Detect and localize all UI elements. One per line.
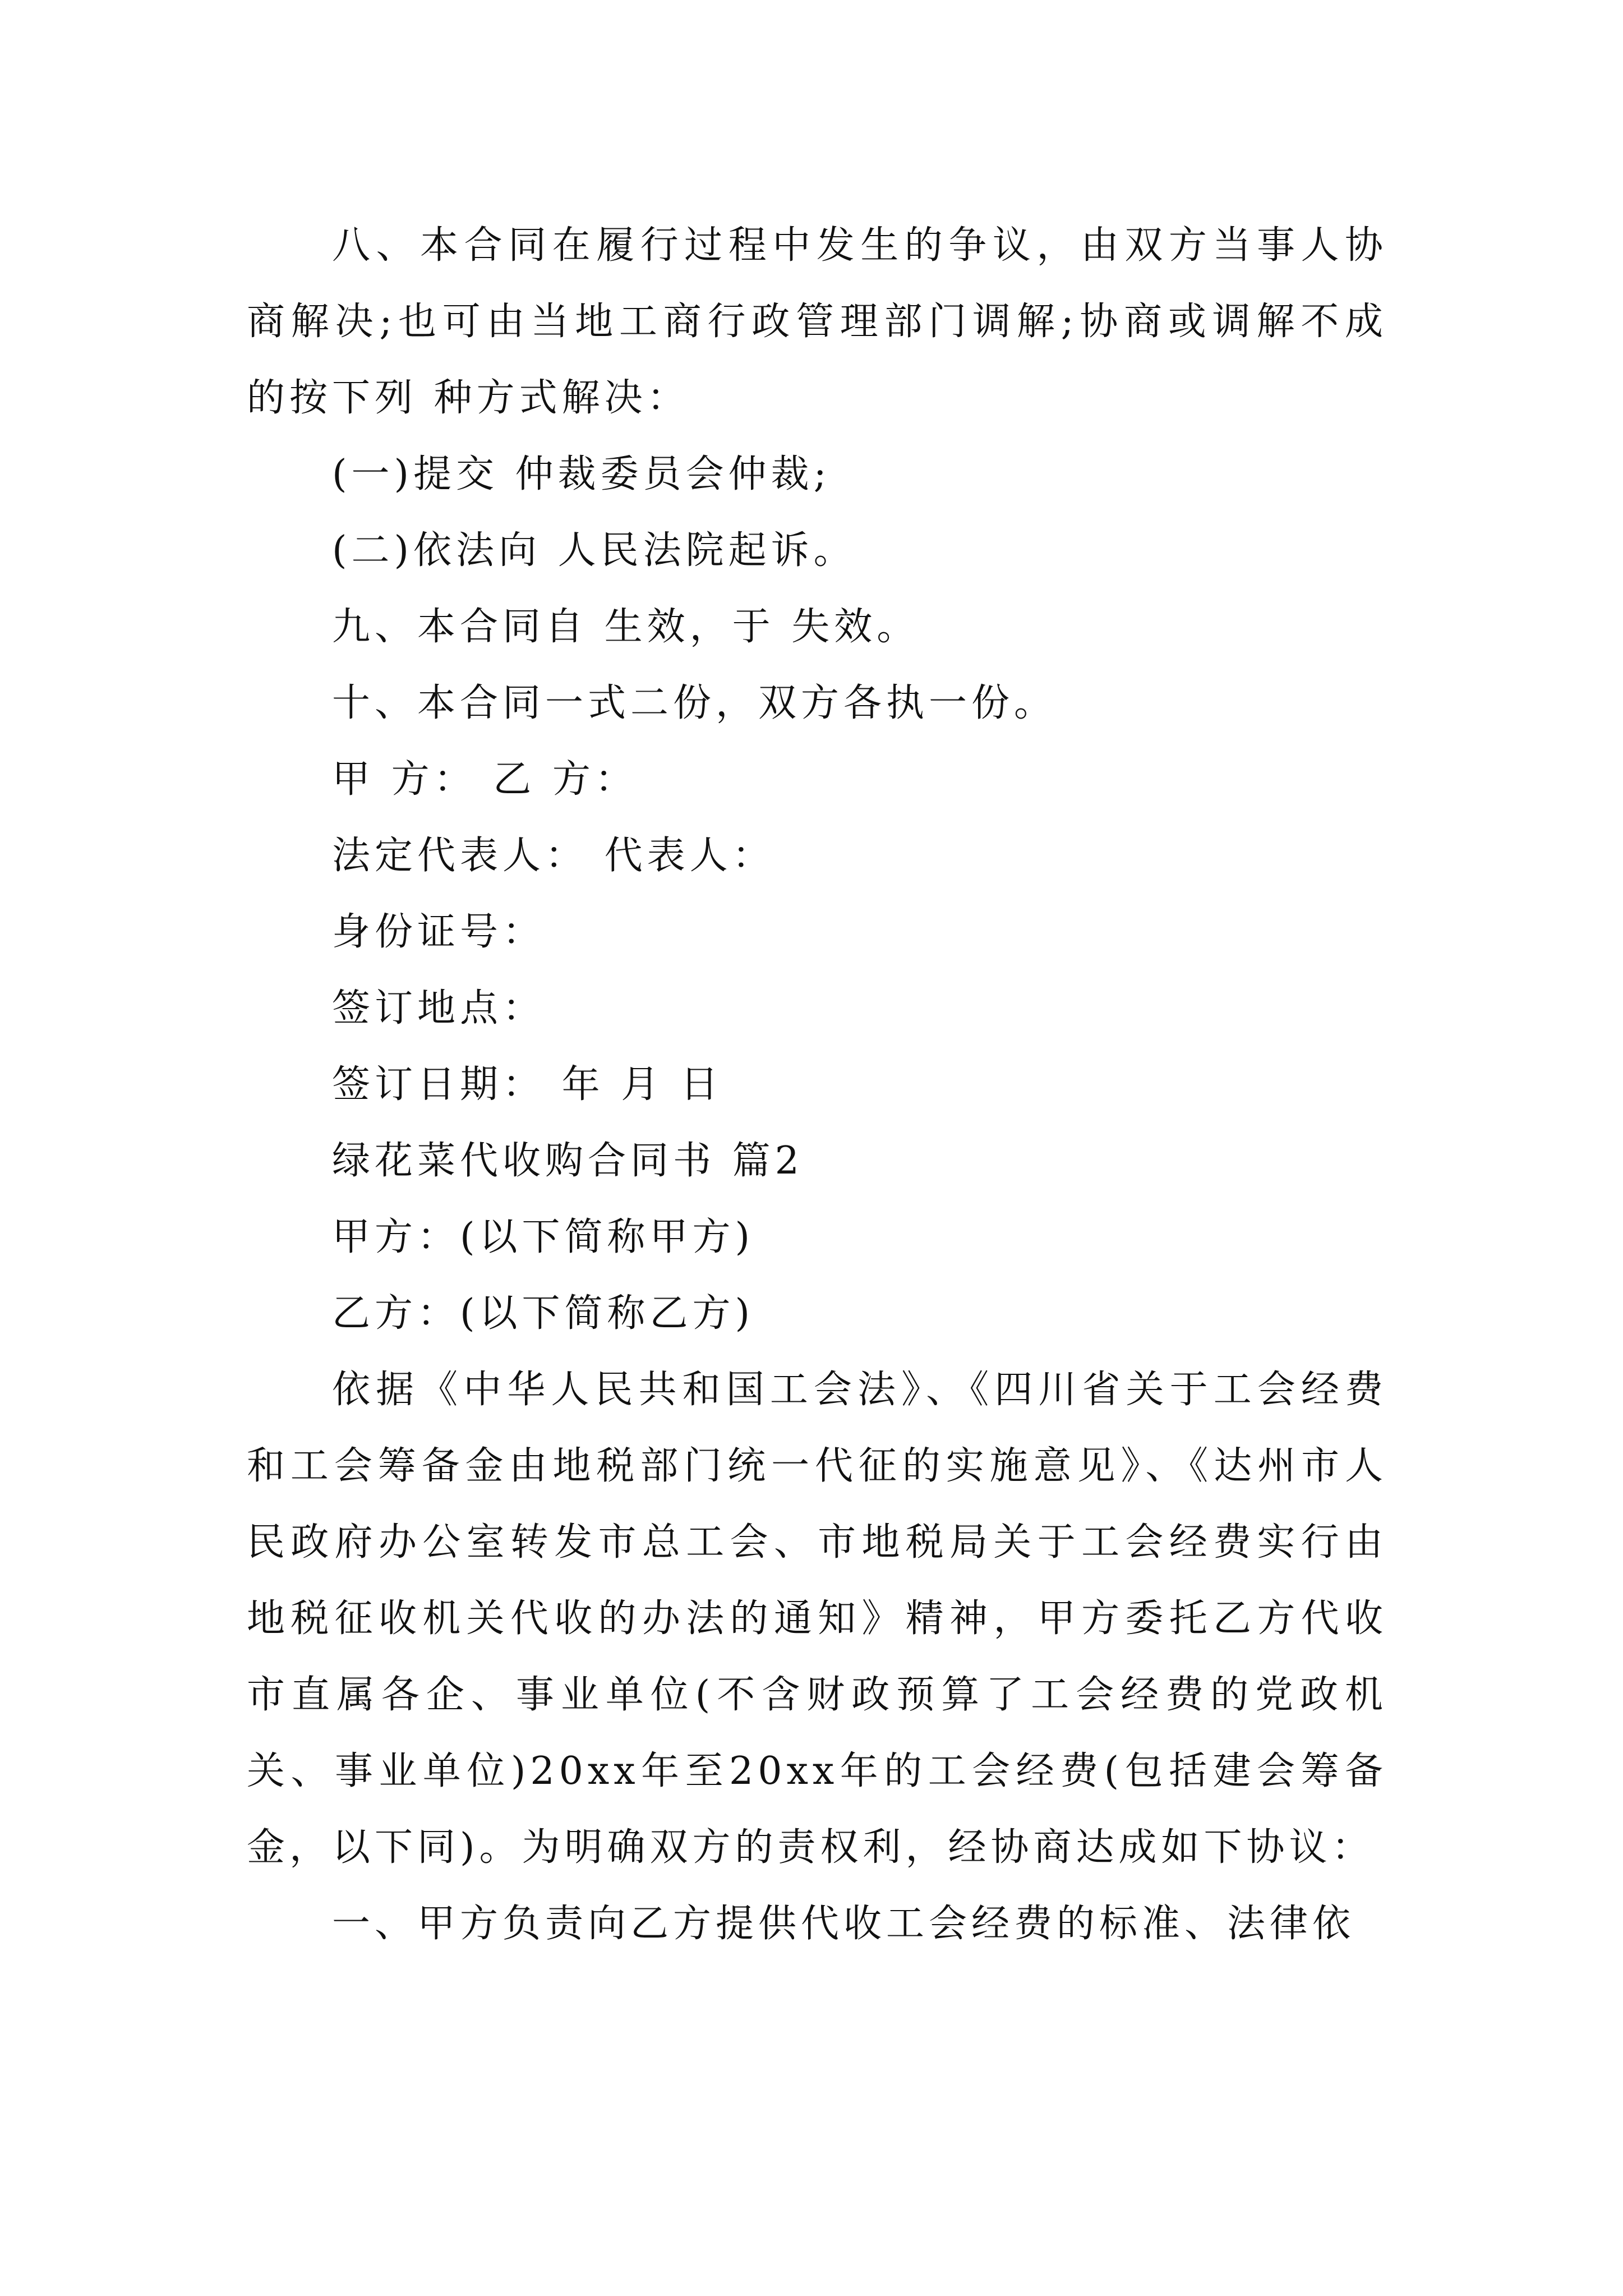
signature-date: 签订日期： 年 月 日 — [332, 1062, 723, 1107]
signature-parties: 甲 方： 乙 方： — [332, 757, 638, 802]
clause-8: 八、本合同在履行过程中发生的争议，由双方当事人协商解决;也可由当地工商行政管理部门调解;协商或调解不成的按下列 种方式解决： — [247, 223, 1387, 420]
signature-location: 签订地点： — [332, 986, 546, 1030]
preamble-paragraph: 依据《中华人民共和国工会法》、《四川省关于工会经费和工会筹备金由地税部门统一代征的实施意见》、《达州市人民政府办公室转发市总工会、市地税局关于工会经费实行由地税征收机关代收的办法的通知》精神，甲方委托乙方代收市直属各企、事业单位(不含财政预算了工会经费的党政机关、事业单位)20xx年至20xx年的工会经费(包括建会筹备金，以下同)。为明确双方的责权利，经协商达成如下协议： — [247, 1368, 1387, 1870]
clause-10: 十、本合同一式二份，双方各执一份。 — [332, 681, 1057, 725]
signature-representatives: 法定代表人： 代表人： — [332, 834, 775, 878]
party-b: 乙方：(以下简称乙方) — [332, 1291, 755, 1336]
article-1: 一、甲方负责向乙方提供代收工会经费的标准、法律依 — [332, 1902, 1355, 1946]
document-body — [247, 208, 1387, 1962]
section-heading: 绿花菜代收购合同书 篇2 — [332, 1139, 804, 1183]
clause-8-option-1: (一)提交 仲裁委员会仲裁; — [332, 452, 831, 496]
clause-8-option-2: (二)依法向 人民法院起诉。 — [332, 528, 856, 573]
clause-9: 九、本合同自 生效，于 失效。 — [332, 605, 920, 649]
signature-id-number: 身份证号： — [332, 910, 546, 954]
party-a: 甲方：(以下简称甲方) — [332, 1215, 755, 1259]
